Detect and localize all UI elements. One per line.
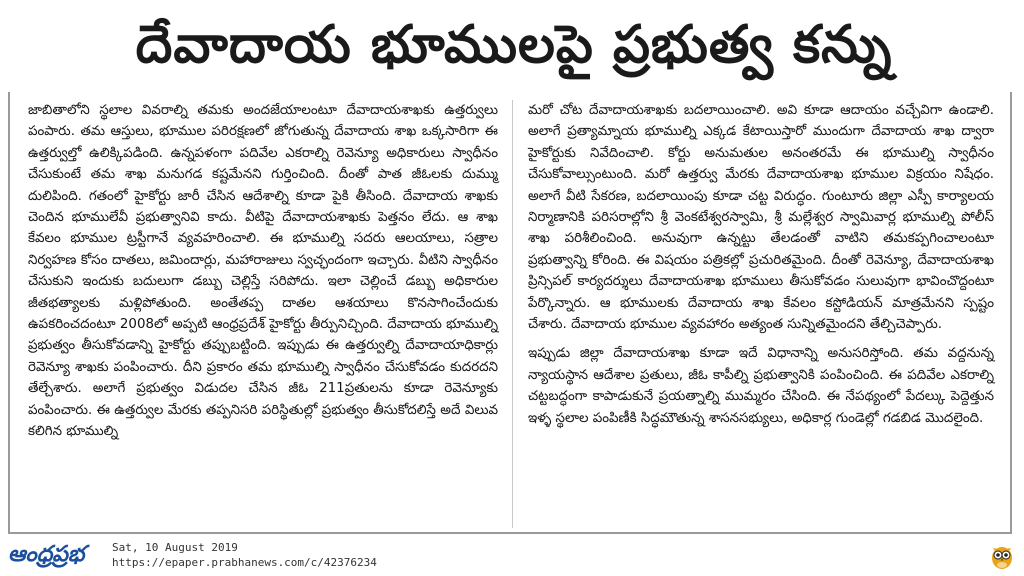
publish-date: Sat, 10 August 2019 [112, 541, 238, 554]
paragraph: మరో చోట దేవాదాయశాఖకు బదలాయించాలి. అవి కూడా ఆదాయం వచ్చేవిగా ఉండాలి. అలాగే ప్రత్యామ్నాయ భూముల్ని ఎక్కడ కేటాయిస్తారో ముందుగా దేవాదాయ శాఖ ద్వారా హైకోర్టుకు నివేదించాలి. కోర్టు అనుమతుల అనంతరమే ఈ భూముల్ని స్వాధీనం చేసుకోవాల్సుంటుంది. మరో ఉత్తర్వు మేరకు దేవాదాయశాఖ భూముల విక్రయం నిషేధం. అలాగే వీటి సేకరణ, బదలాయింపు కూడా చట్ట విరుద్ధం. గుంటూరు జిల్లా ఎస్పీ కార్యాలయ నిర్మాణానికి పరిసరాల్లోని శ్రీ వెంకటేశ్వరస్వామి, శ్రీ మల్లేశ్వర స్వామివార్ల భూముల్ని పోలీస్ శాఖ పరిశీలించింది. అనువుగా ఉన్నట్టు తేలడంతో వాటిని తమకప్పగించాలంటూ ప్రభుత్వాన్ని కోరింది. ఈ విషయం పత్రికల్లో ప్రచురితమైంది. దీంతో రెవెన్యూ, దేవాదాయశాఖ ప్రిన్సిపల్ కార్యదర్శులు దేవాదాయశాఖ భూములు తీసుకోవడం సులువుగా భావించొద్దంటూ పేర్కొన్నారు. ఆ భూములకు దేవాదాయ శాఖ కేవలం కస్టోడియన్ మాత్రమేనని స్పష్టం చేశారు. దేవాదాయ భూముల వ్యవహారం అత్యంత సున్నితమైందని తేల్చిచెప్పారు. [528, 103, 994, 333]
column-divider [512, 100, 513, 528]
paragraph: ఇప్పుడు జిల్లా దేవాదాయశాఖ కూడా ఇదే విధానాన్ని అనుసరిస్తోంది. తమ వద్దనున్న న్యాయస్థాన ఆదేశాల ప్రతులు, జీఓ కాపీల్ని ప్రభుత్వానికి పంపించింది. ఈ పదివేల ఎకరాల్ని చట్టబద్ధంగా కాపాడుకునే ప్రయత్నాల్ని ముమ్మరం చేసింది. ఈ నేపథ్యంలో పేదల్కు పెద్దెత్తున ఇళ్ళ స్థలాల పంపిణీకి సిద్ధమౌతున్న శాసనసభ్యులు, అధికార్ల గుండెల్లో గడబిడ మొదలైంది. [528, 346, 994, 426]
publication-logo[interactable]: ఆంధ్రప్రభ [8, 542, 85, 567]
article-column-right [528, 100, 994, 429]
headline: దేవాదాయ భూములపై ప్రభుత్వ కన్ను [135, 15, 893, 75]
footer [0, 536, 1024, 576]
source-meta [112, 540, 377, 570]
source-url[interactable]: https://epaper.prabhanews.com/c/42376234 [112, 556, 377, 569]
article-column-left [28, 100, 498, 443]
owl-icon [990, 542, 1014, 570]
paragraph: జాబితాలోని స్థలాల వివరాల్ని తమకు అందజేయాలంటూ దేవాదాయశాఖకు ఉత్తర్వులు పంపారు. తమ ఆస్తులు, భూముల పరిరక్షణలో జోగుతున్న దేవాదాయ శాఖ ఒక్కసారిగా ఈ ఉత్తర్వుల్తో ఉలిక్కిపడింది. ఉన్నపళంగా పదివేల ఎకరాల్ని రెవెన్యూ అధికారులు స్వాధీనం చేసుకుంటే తమ శాఖ మనుగడ కష్టమేనని గుర్తించింది. దీంతో పాత జీఓలకు దుమ్ము దులిపింది. గతంలో హైకోర్టు జారీ చేసిన ఆదేశాల్ని కూడా పైకి తీసింది. దేవాదాయ శాఖకు చెందిన భూములేవీ ప్రభుత్వానివి కాదు. వీటిపై దేవాదాయశాఖకు పెత్తనం లేదు. ఆ శాఖ కేవలం భూముల ట్రస్టీగానే వ్యవహరించాలి. ఈ భూముల్ని సదరు ఆలయాలు, సత్రాల నిర్వహణ కోసం దాతలు, జమిందార్లు, మహారాజులు స్వచ్ఛందంగా ఇచ్చారు. వీటిని స్వాధీనం చేసుకుని ఇందుకు బదులుగా డబ్బు చెల్లిస్తే సరిపోదు. ఇలా చెల్లించే డబ్బు అధికారుల జీతభత్యాలకు మళ్లిపోతుంది. అంతేతప్ప దాతల ఆశయాలు కొనసాగించేందుకు ఉపకరించదంటూ 2008లో అప్పటి ఆంధ్రప్రదేశ్ హైకోర్టు తీర్పునిచ్చింది. దేవాదాయ భూముల్ని ప్రభుత్వం తీసుకోవడాన్ని హైకోర్టు తప్పుబట్టింది. ఇప్పుడు ఈ ఉత్తర్వుల్ని దేవాదాయాధికార్లు రెవెన్యూ శాఖకు పంపించారు. దీని ప్రకారం తమ భూముల్ని స్వాధీనం చేసుకోవడం కుదరదని తేల్చేశారు. అలాగే ప్రభుత్వం విడుదల చేసిన జీఓ 211ప్రతులను కూడా రెవెన్యూకు పంపించారు. ఈ ఉత్తర్వుల మేరకు తప్పనిసరి పరిస్థితుల్లో ప్రభుత్వం తీసుకోదలిస్తే అదే విలువ కలిగిన భూముల్ని [28, 103, 498, 440]
